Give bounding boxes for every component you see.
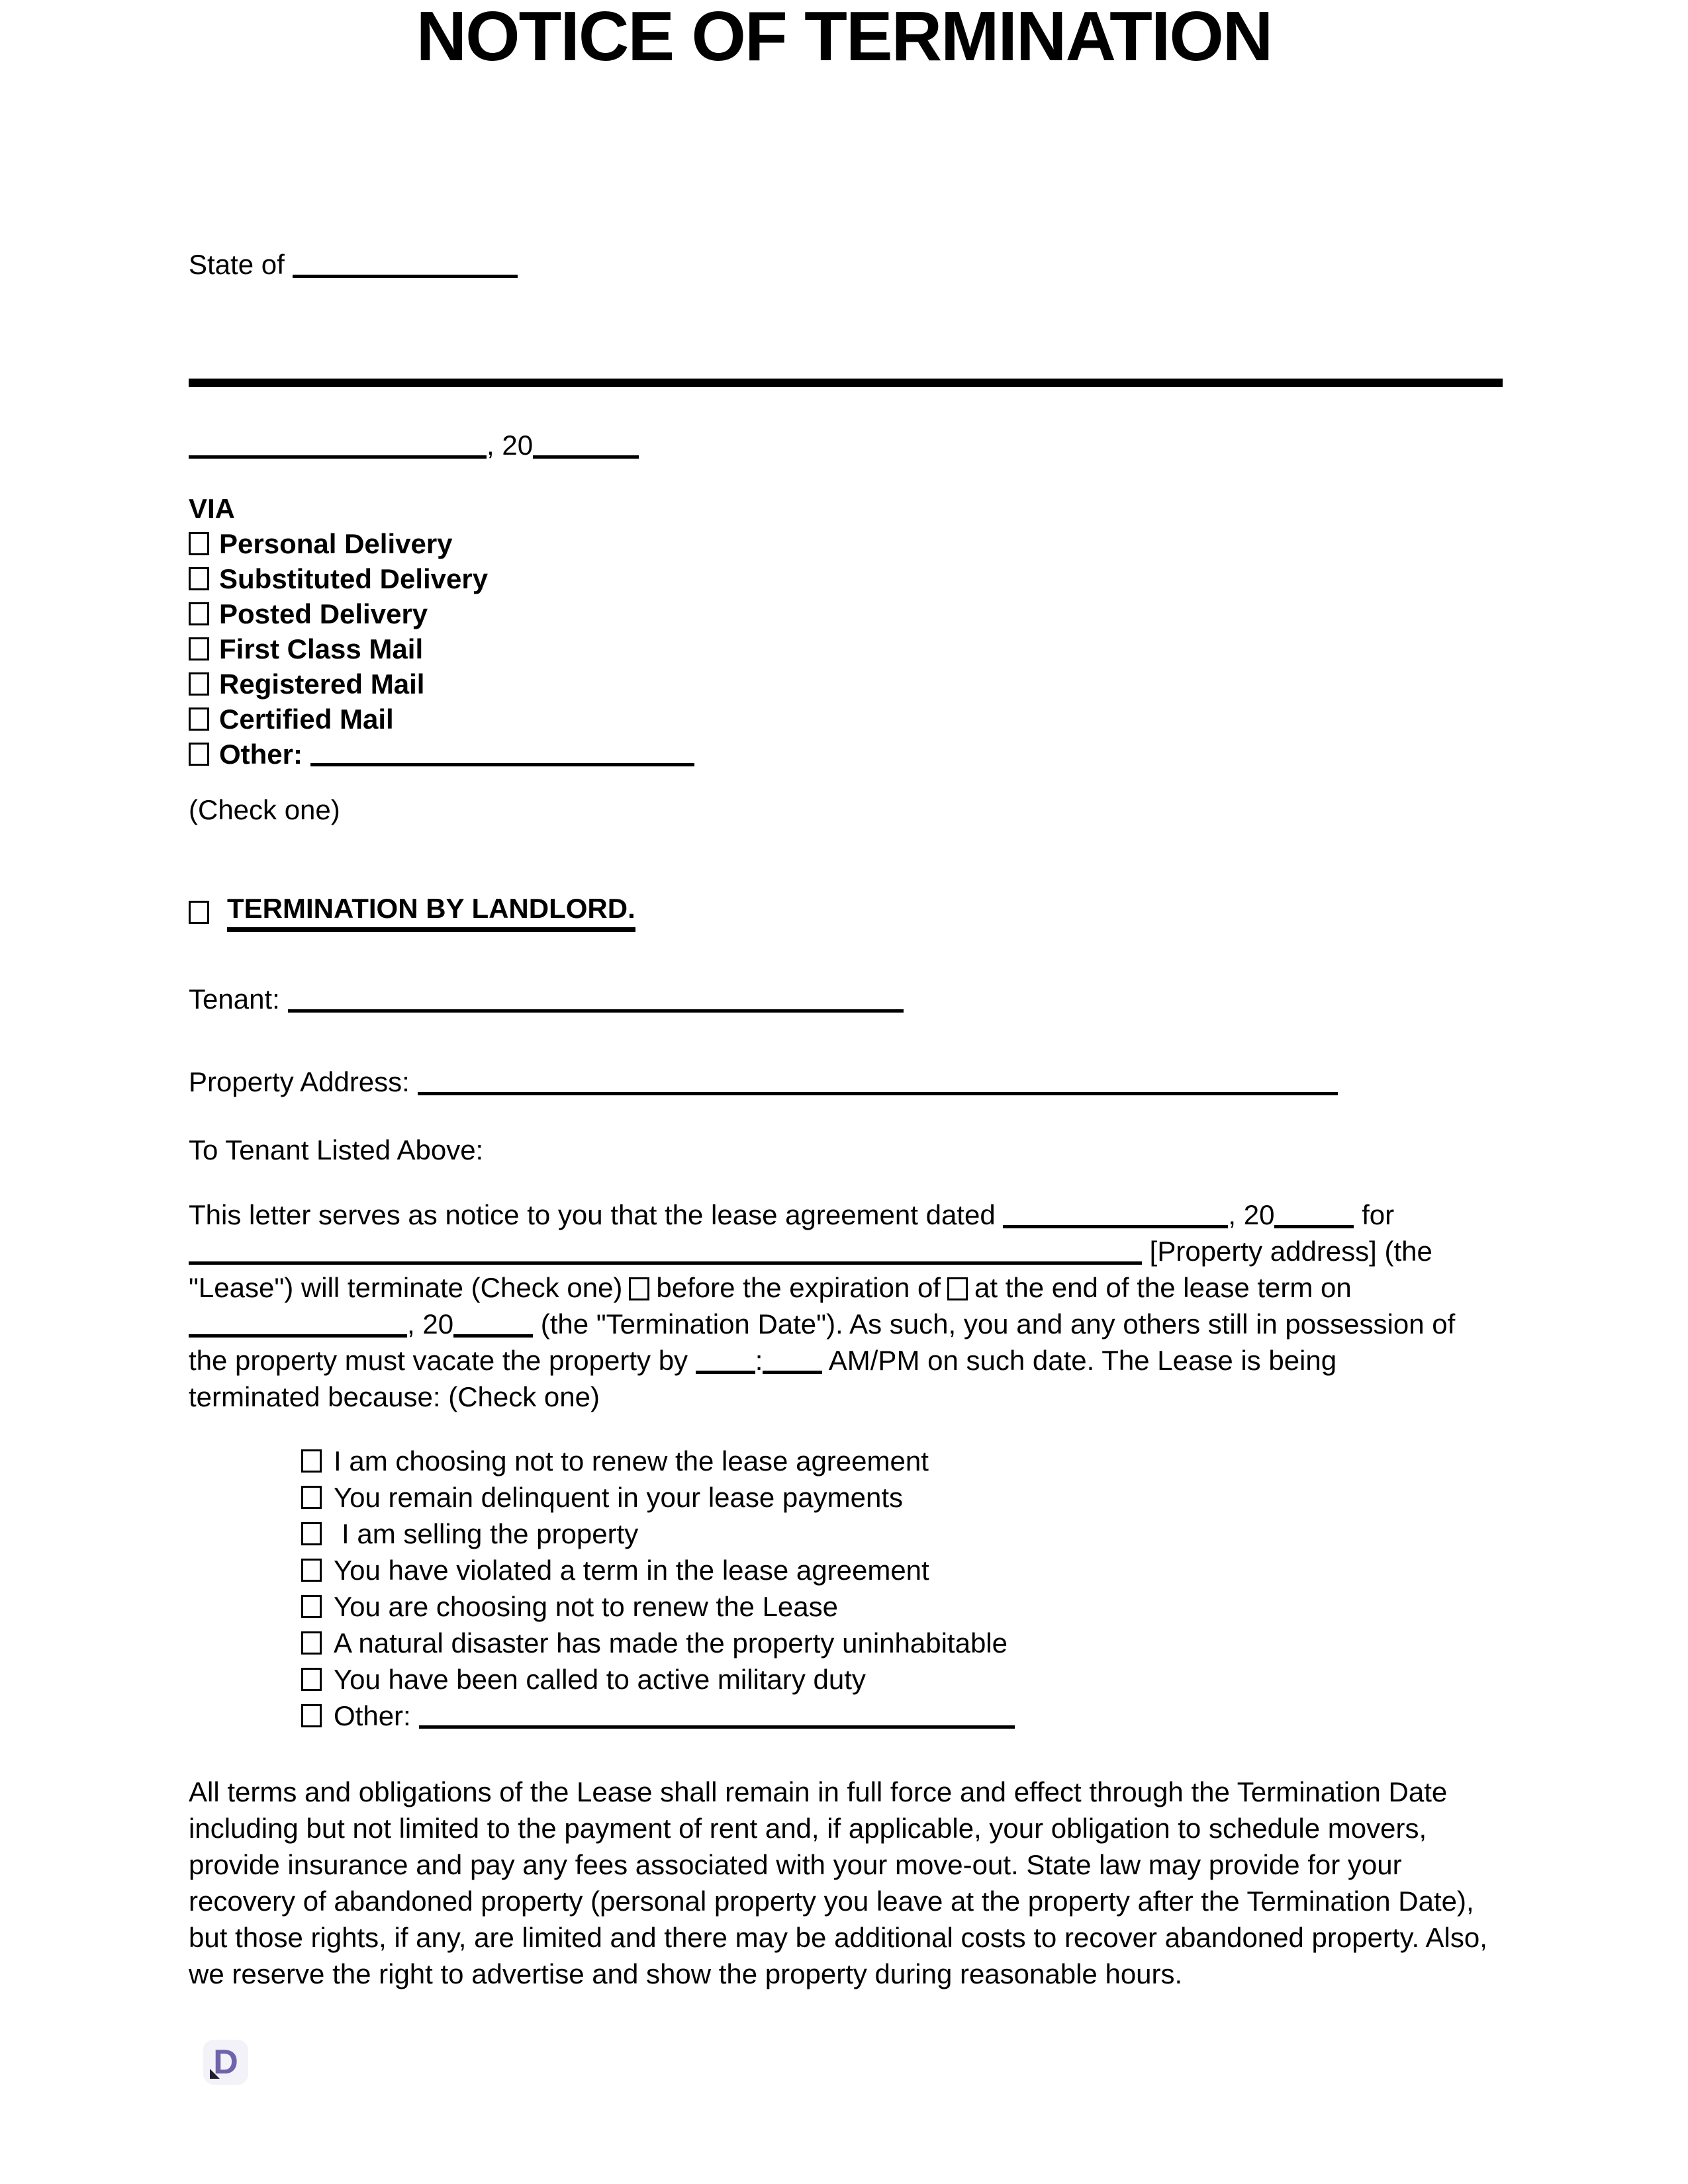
reason-label: You remain delinquent in your lease payments <box>334 1481 903 1513</box>
reason-other-blank[interactable] <box>419 1725 1015 1729</box>
paragraph-line: terminated because: (Check one) <box>189 1381 600 1412</box>
end-of-lease-term-checkbox[interactable] <box>947 1277 968 1300</box>
reason-natural-disaster <box>301 1625 1015 1661</box>
body-text: at the end of the lease term on <box>974 1272 1352 1303</box>
state-blank[interactable] <box>293 275 518 278</box>
via-heading-label: VIA <box>189 492 236 524</box>
via-other-checkbox[interactable] <box>189 743 209 766</box>
state-of-line <box>189 246 518 283</box>
termination-year-blank[interactable] <box>453 1334 533 1338</box>
body-text: (the "Termination Date"). As such, you and any others still in possession of <box>540 1308 1456 1340</box>
via-option-label: Posted Delivery <box>219 598 428 629</box>
via-option-label: Registered Mail <box>219 668 425 700</box>
date-suffix: , 20 <box>487 430 534 461</box>
lease-date-blank[interactable] <box>1003 1225 1228 1228</box>
tenant-line <box>189 981 904 1017</box>
posted-delivery-checkbox[interactable] <box>189 602 209 625</box>
closing-line: All terms and obligations of the Lease shall remain in full force and effect through the Termination Date <box>189 1776 1448 1807</box>
body-text: AM/PM on such date. The Lease is being <box>828 1345 1337 1376</box>
via-other-blank[interactable] <box>310 763 694 766</box>
salutation: To Tenant Listed Above: <box>189 1134 484 1165</box>
reason-checkbox[interactable] <box>301 1449 322 1473</box>
reason-label: A natural disaster has made the property uninhabitable <box>334 1627 1008 1659</box>
termination-reasons-list <box>301 1443 1015 1734</box>
reason-label: You have violated a term in the lease agreement <box>334 1554 929 1586</box>
logo-letter: D <box>213 2043 238 2081</box>
via-option-label: Personal Delivery <box>219 527 453 559</box>
paragraph-line <box>189 1306 1455 1342</box>
paragraph-line <box>189 1233 1455 1269</box>
date-blank[interactable] <box>189 455 487 459</box>
closing-line: we reserve the right to advertise and show the property during reasonable hours. <box>189 1958 1183 1989</box>
via-option-substituted-delivery <box>189 561 694 596</box>
via-section <box>189 491 694 772</box>
via-option-label: Substituted Delivery <box>219 563 489 594</box>
via-option-personal-delivery <box>189 526 694 561</box>
via-option-other <box>189 737 694 772</box>
vacate-minute-blank[interactable] <box>763 1371 822 1374</box>
reason-tenant-not-renew <box>301 1588 1015 1625</box>
reason-checkbox[interactable] <box>301 1668 322 1691</box>
reason-delinquent-payments <box>301 1479 1015 1516</box>
reason-not-renew-landlord <box>301 1443 1015 1479</box>
reason-other-label: Other: <box>334 1700 411 1731</box>
date-line <box>189 427 639 463</box>
reason-checkbox[interactable] <box>301 1559 322 1582</box>
reason-checkbox[interactable] <box>301 1486 322 1509</box>
reason-military-duty <box>301 1661 1015 1698</box>
registered-mail-checkbox[interactable] <box>189 672 209 696</box>
body-text: This letter serves as notice to you that the lease agreement dated <box>189 1199 996 1230</box>
via-option-certified-mail <box>189 702 694 737</box>
reason-checkbox[interactable] <box>301 1522 322 1545</box>
closing-line: but those rights, if any, are limited and there may be additional costs to recover abandoned property. Also, <box>189 1922 1487 1953</box>
vacate-hour-blank[interactable] <box>696 1371 755 1374</box>
body-text: for <box>1362 1199 1395 1230</box>
reason-other <box>301 1698 1015 1734</box>
closing-line: recovery of abandoned property (personal property you leave at the property after the Termination Date), <box>189 1886 1474 1917</box>
brand-logo <box>203 2040 248 2085</box>
body-text: , 20 <box>407 1308 454 1340</box>
year-blank[interactable] <box>533 455 639 459</box>
body-text: the property must vacate the property by <box>189 1345 688 1376</box>
reason-violated-term <box>301 1552 1015 1588</box>
tenant-blank[interactable] <box>288 1009 904 1013</box>
closing-line: including but not limited to the payment of rent and, if applicable, your obligation to schedule movers, <box>189 1813 1427 1844</box>
termination-date-blank[interactable] <box>189 1334 407 1338</box>
via-option-posted-delivery <box>189 596 694 631</box>
via-option-label: First Class Mail <box>219 633 424 664</box>
termination-by-landlord-row <box>189 892 635 932</box>
via-heading <box>189 491 694 526</box>
first-class-mail-checkbox[interactable] <box>189 637 209 660</box>
state-of-label: State of <box>189 249 285 280</box>
certified-mail-checkbox[interactable] <box>189 707 209 731</box>
via-option-registered-mail <box>189 666 694 702</box>
logo-fold-triangle-icon <box>210 2069 220 2079</box>
check-one-note: (Check one) <box>189 794 340 825</box>
reason-other-checkbox[interactable] <box>301 1704 322 1727</box>
lease-notice-paragraph <box>189 1197 1455 1415</box>
body-text: [Property address] (the <box>1149 1236 1432 1267</box>
reason-label: You are choosing not to renew the Lease <box>334 1590 839 1622</box>
tenant-label: Tenant: <box>189 983 280 1015</box>
property-address-line <box>189 1064 1338 1100</box>
page-title: NOTICE OF TERMINATION <box>416 0 1272 75</box>
reason-checkbox[interactable] <box>301 1595 322 1618</box>
reason-label: I am choosing not to renew the lease agreement <box>334 1445 929 1477</box>
before-expiration-checkbox[interactable] <box>629 1277 649 1300</box>
body-text: : <box>755 1345 763 1376</box>
termination-by-landlord-heading: TERMINATION BY LANDLORD. <box>227 893 635 932</box>
body-text: , 20 <box>1228 1199 1275 1230</box>
closing-paragraph <box>189 1774 1487 1992</box>
substituted-delivery-checkbox[interactable] <box>189 567 209 590</box>
body-text: "Lease") will terminate (Check one) <box>189 1272 623 1303</box>
via-other-label: Other: <box>219 738 303 770</box>
paragraph-line <box>189 1342 1455 1379</box>
reason-label: I am selling the property <box>342 1518 639 1549</box>
termination-by-landlord-checkbox[interactable] <box>189 901 209 924</box>
reason-label: You have been called to active military duty <box>334 1663 866 1695</box>
reason-selling-property <box>301 1516 1015 1552</box>
paragraph-line <box>189 1269 1455 1306</box>
reason-checkbox[interactable] <box>301 1631 322 1655</box>
paragraph-line <box>189 1197 1455 1233</box>
closing-line: provide insurance and pay any fees associated with your move-out. State law may provide for your <box>189 1849 1402 1880</box>
title-rule <box>189 379 1503 387</box>
lease-year-blank[interactable] <box>1274 1225 1354 1228</box>
personal-delivery-checkbox[interactable] <box>189 532 209 555</box>
via-option-label: Certified Mail <box>219 703 394 735</box>
via-option-first-class-mail <box>189 631 694 666</box>
property-address-blank[interactable] <box>418 1092 1338 1095</box>
property-address-inline-blank[interactable] <box>189 1261 1142 1265</box>
property-address-label: Property Address: <box>189 1066 410 1097</box>
body-text: before the expiration of <box>656 1272 941 1303</box>
